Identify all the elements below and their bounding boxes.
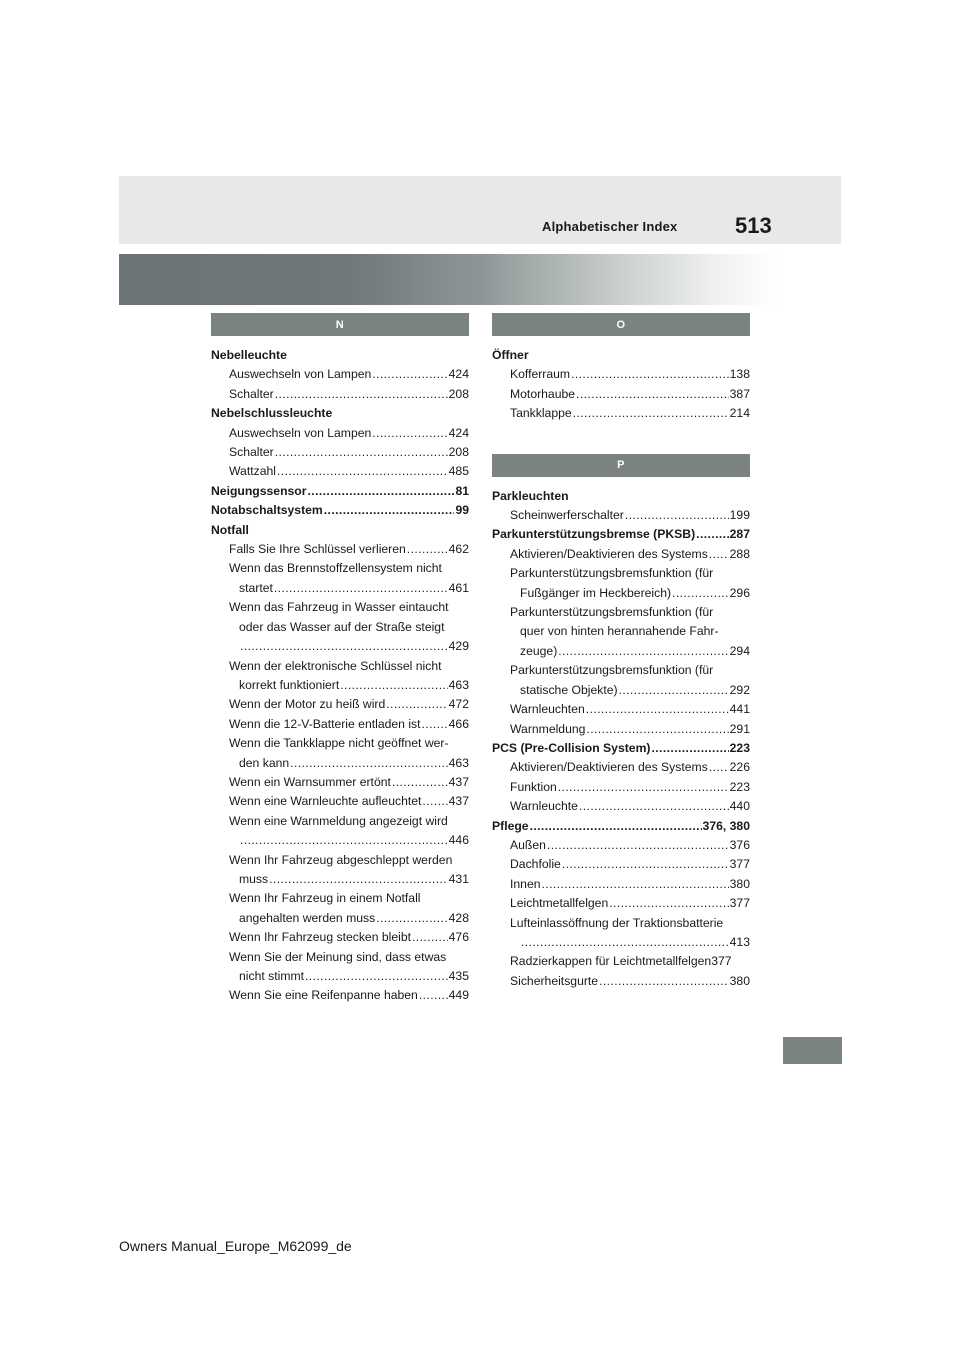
index-entry-term: Sicherheitsgurte <box>510 973 599 988</box>
index-entry-page: 376, 380 <box>702 818 750 833</box>
index-entry <box>211 404 469 423</box>
dot-leader <box>269 870 448 889</box>
dot-leader <box>275 443 448 462</box>
index-entry <box>211 812 469 831</box>
index-entry-term: Wenn die Tankklappe nicht geöffnet wer- <box>229 736 449 751</box>
index-entry <box>211 695 469 714</box>
dot-leader <box>579 797 729 816</box>
index-entry <box>211 754 469 773</box>
index-entry <box>211 909 469 928</box>
index-entry-term: Außen <box>510 837 546 852</box>
index-entry-page: 413 <box>729 934 750 949</box>
index-entry-term: Schalter <box>229 386 274 401</box>
index-entry-page: 294 <box>729 643 750 658</box>
index-entry-term: PCS (Pre-Collision System) <box>492 740 651 755</box>
index-entry <box>492 894 750 913</box>
index-entry-term: quer von hinten herannahende Fahr- <box>520 624 719 639</box>
dot-leader <box>277 462 448 481</box>
index-entry <box>492 545 750 564</box>
index-entry <box>211 967 469 986</box>
index-entry-term: nicht stimmt <box>239 969 305 983</box>
index-entry-page: 463 <box>448 677 469 692</box>
index-entry <box>492 603 750 622</box>
index-entry-page: 380 <box>729 876 750 891</box>
index-entry-page: 296 <box>729 585 750 600</box>
index-entry <box>211 385 469 404</box>
index-entry <box>211 637 469 656</box>
index-entry <box>211 734 469 753</box>
index-entry-term: Wenn ein Warnsummer ertönt <box>229 774 391 789</box>
index-entry <box>492 642 750 661</box>
index-entry-term: den kann <box>239 755 290 770</box>
index-entry-term: Fußgänger im Heckbereich) <box>520 585 672 600</box>
index-entry-page: 377 <box>729 896 750 911</box>
index-entry-page: 288 <box>729 546 750 561</box>
index-entry-page: 223 <box>729 740 750 755</box>
dot-leader <box>305 967 448 986</box>
index-entries-p <box>492 487 750 992</box>
index-entry-term: Nebelleuchte <box>211 348 287 362</box>
index-entry-page: 380 <box>729 973 750 988</box>
index-entry <box>211 986 469 1005</box>
index-column-left <box>211 313 469 1006</box>
index-entry-term: Aktivieren/Deaktivieren des Systems <box>510 760 708 775</box>
index-entry <box>211 424 469 443</box>
index-entry-page: 462 <box>448 542 469 557</box>
index-entry-term: muss <box>239 871 269 886</box>
index-entry-page: 223 <box>729 779 750 794</box>
index-entry-page: 81 <box>455 483 469 498</box>
dot-leader <box>651 739 728 758</box>
index-entry <box>492 564 750 583</box>
index-entry <box>492 584 750 603</box>
index-entry-term: Schalter <box>229 445 274 460</box>
dot-leader <box>240 831 448 850</box>
index-entry-term: Innen <box>510 876 541 891</box>
index-entry <box>492 346 750 365</box>
index-entry <box>211 540 469 559</box>
index-entry-page: 208 <box>448 386 469 401</box>
index-entry-term: Wenn Ihr Fahrzeug stecken bleibt <box>229 930 412 945</box>
index-entry <box>492 875 750 894</box>
index-entry-term: startet <box>239 580 273 595</box>
index-entry-term: statische Objekte) <box>520 682 618 697</box>
index-entry <box>492 778 750 797</box>
index-entry-term: Notabschaltsystem <box>211 503 323 518</box>
index-entry-term: Parkleuchten <box>492 488 569 503</box>
dot-leader <box>709 758 729 777</box>
index-entry-term: Motorhaube <box>510 386 576 401</box>
index-entry <box>211 928 469 947</box>
index-entry-page: 463 <box>448 755 469 770</box>
index-entry-term: Öffner <box>492 348 529 362</box>
dot-leader <box>609 894 728 913</box>
dot-leader <box>619 681 729 700</box>
index-entry <box>211 657 469 676</box>
dot-leader <box>386 695 447 714</box>
page-number: 513 <box>735 213 772 238</box>
index-entry <box>211 948 469 967</box>
index-entry <box>492 700 750 719</box>
index-entry <box>211 715 469 734</box>
index-entry <box>492 365 750 384</box>
index-entry-term: Auswechseln von Lampen <box>229 425 372 440</box>
index-entry <box>492 817 750 836</box>
index-entry <box>492 797 750 816</box>
index-entry-term: Warnleuchten <box>510 702 585 717</box>
index-entry-page: 449 <box>448 988 469 1003</box>
dot-leader <box>696 525 728 544</box>
dot-leader <box>586 720 728 739</box>
dot-leader <box>586 700 729 719</box>
index-entry-term: Neigungssensor <box>211 483 307 498</box>
index-entry <box>492 952 750 971</box>
section-header-n: N <box>211 313 469 336</box>
index-entry-term: Aktivieren/Deaktivieren des Systems <box>510 546 708 561</box>
index-entry-page: 446 <box>448 833 469 848</box>
dot-leader <box>422 792 447 811</box>
index-entry <box>211 365 469 384</box>
index-entry-term: Falls Sie Ihre Schlüssel verlieren <box>229 542 406 557</box>
index-entry-page: 138 <box>729 367 750 382</box>
index-entry-page: 472 <box>448 697 469 712</box>
index-entry <box>211 831 469 850</box>
index-entry-page: 291 <box>729 721 750 736</box>
index-entry-page: 437 <box>448 794 469 809</box>
index-entry-page: 287 <box>729 527 750 542</box>
dot-leader <box>530 817 702 836</box>
index-entry-page: 377 <box>729 857 750 872</box>
index-entry-page: 429 <box>448 639 469 654</box>
index-entry <box>211 521 469 540</box>
dot-leader <box>599 972 729 991</box>
index-entry <box>492 506 750 525</box>
index-entry <box>211 559 469 578</box>
index-entry-term: Lufteinlassöffnung der Traktionsbatterie <box>510 915 724 930</box>
index-entry-term: Parkunterstützungsbremsfunktion (für <box>510 605 714 620</box>
index-entry <box>492 836 750 855</box>
index-entry <box>211 792 469 811</box>
index-entry <box>211 870 469 889</box>
index-entry-term: Funktion <box>510 779 557 794</box>
index-entry-term: Warnleuchte <box>510 799 578 814</box>
decorative-gradient-band <box>119 254 779 305</box>
index-entry-term: Leichtmetallfelgen <box>510 896 609 911</box>
index-entry-term: zeuge) <box>520 643 558 658</box>
dot-leader <box>573 404 729 423</box>
dot-leader <box>672 584 729 603</box>
index-entry <box>492 385 750 404</box>
dot-leader <box>324 501 455 520</box>
dot-leader <box>709 545 729 564</box>
dot-leader <box>275 385 448 404</box>
index-entry-term: Kofferraum <box>510 367 571 382</box>
index-entry <box>492 404 750 423</box>
index-entry <box>211 851 469 870</box>
index-entry <box>492 661 750 680</box>
dot-leader <box>558 642 728 661</box>
index-entry <box>492 972 750 991</box>
index-entry-term: Wenn Ihr Fahrzeug in einem Notfall <box>229 891 421 906</box>
index-entry-page: 431 <box>448 871 469 886</box>
section-header-o: O <box>492 313 750 336</box>
index-entry-term: Dachfolie <box>510 857 561 872</box>
index-entry-term: angehalten werden muss <box>239 910 376 925</box>
index-entry-term: Parkunterstützungsbremse (PKSB) <box>492 527 696 542</box>
dot-leader <box>290 754 448 773</box>
index-entry-term: Notfall <box>211 522 249 537</box>
index-entry-term: Parkunterstützungsbremsfunktion (für <box>510 566 714 581</box>
index-entry-term: Wenn die 12-V-Batterie entladen ist <box>229 716 421 731</box>
index-entry <box>211 579 469 598</box>
index-entry <box>211 598 469 617</box>
index-column-right <box>492 313 750 991</box>
index-entry <box>211 618 469 637</box>
index-entry-term: Wenn das Fahrzeug in Wasser eintaucht <box>229 600 449 615</box>
index-entry-page: 226 <box>729 760 750 775</box>
dot-leader <box>558 778 729 797</box>
index-entry-page: 208 <box>448 445 469 460</box>
index-entry-page: 435 <box>448 969 469 983</box>
index-entry-page: 428 <box>448 910 469 925</box>
index-entry-page: 440 <box>729 799 750 814</box>
index-entry-term: Wenn Ihr Fahrzeug abgeschleppt werden <box>229 852 453 867</box>
index-entry <box>492 914 750 933</box>
dot-leader <box>392 773 448 792</box>
index-entry-page: 476 <box>448 930 469 945</box>
section-spacer <box>492 424 750 454</box>
index-entry-page: 437 <box>448 774 469 789</box>
index-entry <box>492 739 750 758</box>
index-entry-term: Parkunterstützungsbremsfunktion (für <box>510 663 714 678</box>
index-entry <box>492 720 750 739</box>
index-entry <box>492 525 750 544</box>
index-entry <box>211 462 469 481</box>
header-band <box>119 176 841 244</box>
index-entry <box>492 758 750 777</box>
index-entry <box>211 482 469 501</box>
index-entries-n <box>211 346 469 1006</box>
index-entry-page: 376 <box>729 837 750 852</box>
index-entry <box>211 443 469 462</box>
dot-leader <box>422 715 448 734</box>
dot-leader <box>274 579 448 598</box>
dot-leader <box>419 986 448 1005</box>
index-entry-term: Wenn das Brennstoffzellensystem nicht <box>229 561 442 576</box>
index-entry <box>211 676 469 695</box>
dot-leader <box>376 909 447 928</box>
index-entry-term: Wenn Sie der Meinung sind, dass etwas <box>229 949 447 964</box>
index-entry-page: 424 <box>448 425 469 440</box>
dot-leader <box>547 836 729 855</box>
index-entry-page: 441 <box>729 702 750 717</box>
dot-leader <box>372 424 447 443</box>
index-entries-o <box>492 346 750 424</box>
index-entry-page: 485 <box>448 464 469 479</box>
index-entry-page: 199 <box>729 508 750 523</box>
index-entry-term: Wenn Sie eine Reifenpanne haben <box>229 988 418 1003</box>
index-entry <box>492 933 750 952</box>
index-entry-term: oder das Wasser auf der Straße steigt <box>239 619 445 634</box>
section-title: Alphabetischer Index <box>542 219 678 234</box>
index-entry-term: Wenn eine Warnmeldung angezeigt wird <box>229 813 448 828</box>
index-entry-page: 99 <box>455 503 469 518</box>
index-entry-page: 292 <box>729 682 750 697</box>
dot-leader <box>542 875 729 894</box>
index-entry-page: 214 <box>729 406 750 421</box>
index-entry-term: Nebelschlussleuchte <box>211 406 333 421</box>
index-entry-page: 466 <box>448 716 469 731</box>
chapter-thumb-tab <box>783 1037 842 1064</box>
index-entry-term: Scheinwerferschalter <box>510 508 624 523</box>
index-entry-page: 461 <box>448 580 469 595</box>
index-entry-term: Pflege <box>492 818 529 833</box>
index-entry <box>492 487 750 506</box>
index-entry-term: Auswechseln von Lampen <box>229 367 372 382</box>
index-entry-term: Wattzahl <box>229 464 276 479</box>
index-entry <box>211 501 469 520</box>
section-header-p: P <box>492 454 750 477</box>
index-entry <box>492 622 750 641</box>
index-entry-page: 387 <box>729 386 750 401</box>
index-entry <box>211 773 469 792</box>
index-entry <box>492 681 750 700</box>
dot-leader <box>562 855 729 874</box>
index-entry-term: Radzierkappen für Leichtmetallfelgen <box>510 954 712 969</box>
index-entry-term: korrekt funktioniert <box>239 677 340 692</box>
document-footer: Owners Manual_Europe_M62099_de <box>119 1238 352 1254</box>
dot-leader <box>576 385 729 404</box>
dot-leader <box>240 637 448 656</box>
index-entry <box>211 889 469 908</box>
index-entry-term: Warnmeldung <box>510 721 586 736</box>
dot-leader <box>407 540 448 559</box>
index-entry <box>492 855 750 874</box>
index-entry-page: 424 <box>448 367 469 382</box>
index-entry-term: Wenn eine Warnleuchte aufleuchtet <box>229 794 422 809</box>
dot-leader <box>372 365 447 384</box>
dot-leader <box>308 482 455 501</box>
index-entry <box>211 346 469 365</box>
index-entry-term: Wenn der Motor zu heiß wird <box>229 697 386 712</box>
dot-leader <box>340 676 447 695</box>
dot-leader <box>521 933 729 952</box>
dot-leader <box>571 365 729 384</box>
index-entry-term: Tankklappe <box>510 406 572 421</box>
dot-leader <box>625 506 729 525</box>
dot-leader <box>412 928 448 947</box>
index-entry-page: 377 <box>711 954 732 969</box>
index-entry-term: Wenn der elektronische Schlüssel nicht <box>229 658 442 673</box>
